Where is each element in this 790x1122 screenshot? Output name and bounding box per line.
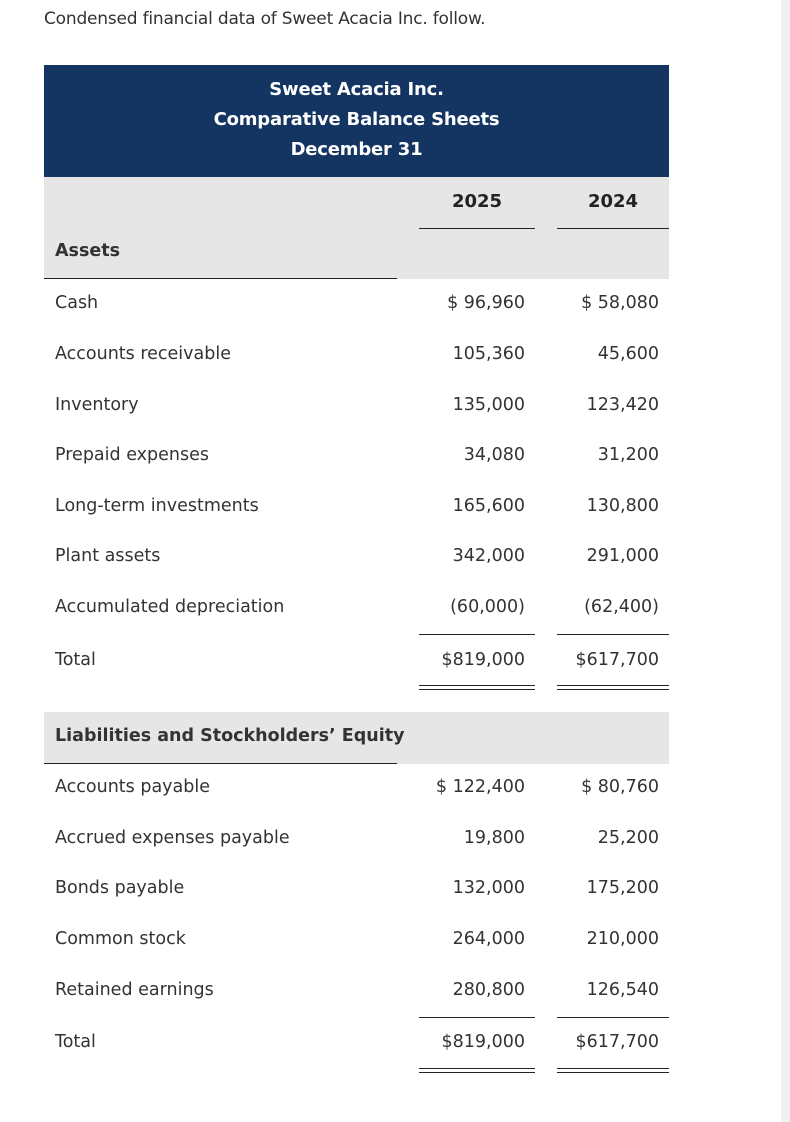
double-rule-2025 xyxy=(419,685,535,690)
row-label: Bonds payable xyxy=(55,878,185,898)
double-rule-2024 xyxy=(557,685,669,690)
year-2025-header: 2025 xyxy=(451,191,503,212)
value-2025: (60,000) xyxy=(450,597,525,617)
year-2025-underline xyxy=(419,228,535,229)
intro-text: Condensed financial data of Sweet Acacia Inc. follow. xyxy=(44,9,486,29)
assets-total-label: Total xyxy=(55,650,96,670)
value-2024: (62,400) xyxy=(584,597,659,617)
assets-title-rule xyxy=(44,278,397,279)
subtotal-rule-2025 xyxy=(419,1017,535,1018)
row-label: Accrued expenses payable xyxy=(55,828,290,848)
double-rule-2024 xyxy=(557,1068,669,1073)
row-label: Prepaid expenses xyxy=(55,445,209,465)
liabilities-section-title: Liabilities and Stockholders’ Equity xyxy=(55,726,405,746)
liabilities-total-2024: $617,700 xyxy=(575,1032,659,1052)
year-2024-header: 2024 xyxy=(587,191,639,212)
value-2025: 105,360 xyxy=(452,344,525,364)
liabilities-title-rule xyxy=(44,763,397,764)
value-2025: 280,800 xyxy=(452,980,525,1000)
value-2025: 165,600 xyxy=(452,496,525,516)
row-label: Accounts payable xyxy=(55,777,210,797)
value-2025: 19,800 xyxy=(463,828,525,848)
row-label: Accumulated depreciation xyxy=(55,597,285,617)
value-2024: 31,200 xyxy=(597,445,659,465)
liabilities-total-2025: $819,000 xyxy=(441,1032,525,1052)
statement-date: December 31 xyxy=(290,139,423,160)
year-2024-underline xyxy=(557,228,669,229)
row-label: Plant assets xyxy=(55,546,161,566)
value-2025: $ 96,960 xyxy=(447,293,525,313)
row-label: Long-term investments xyxy=(55,496,259,516)
double-rule-2025 xyxy=(419,1068,535,1073)
subtotal-rule-2024 xyxy=(557,1017,669,1018)
row-label: Inventory xyxy=(55,395,139,415)
assets-section-title: Assets xyxy=(55,241,121,261)
value-2024: 175,200 xyxy=(586,878,659,898)
row-label: Common stock xyxy=(55,929,186,949)
balance-sheet-table xyxy=(44,65,669,1052)
table-header-banner xyxy=(44,65,669,177)
statement-title: Comparative Balance Sheets xyxy=(213,109,500,130)
value-2024: 45,600 xyxy=(597,344,659,364)
page-edge-strip xyxy=(781,0,790,1122)
value-2024: 210,000 xyxy=(586,929,659,949)
value-2025: 264,000 xyxy=(452,929,525,949)
assets-total-2025: $819,000 xyxy=(441,650,525,670)
row-label: Accounts receivable xyxy=(55,344,231,364)
value-2024: $ 58,080 xyxy=(581,293,659,313)
value-2024: 291,000 xyxy=(586,546,659,566)
row-label: Cash xyxy=(55,293,99,313)
value-2024: 25,200 xyxy=(597,828,659,848)
assets-total-2024: $617,700 xyxy=(575,650,659,670)
value-2025: $ 122,400 xyxy=(435,777,525,797)
subtotal-rule-2024 xyxy=(557,634,669,635)
value-2025: 342,000 xyxy=(452,546,525,566)
value-2025: 34,080 xyxy=(463,445,525,465)
value-2024: 123,420 xyxy=(586,395,659,415)
value-2024: 130,800 xyxy=(586,496,659,516)
company-name: Sweet Acacia Inc. xyxy=(269,79,444,100)
value-2025: 132,000 xyxy=(452,878,525,898)
value-2024: $ 80,760 xyxy=(581,777,659,797)
value-2024: 126,540 xyxy=(586,980,659,1000)
subtotal-rule-2025 xyxy=(419,634,535,635)
value-2025: 135,000 xyxy=(452,395,525,415)
liabilities-total-label: Total xyxy=(55,1032,96,1052)
row-label: Retained earnings xyxy=(55,980,214,1000)
